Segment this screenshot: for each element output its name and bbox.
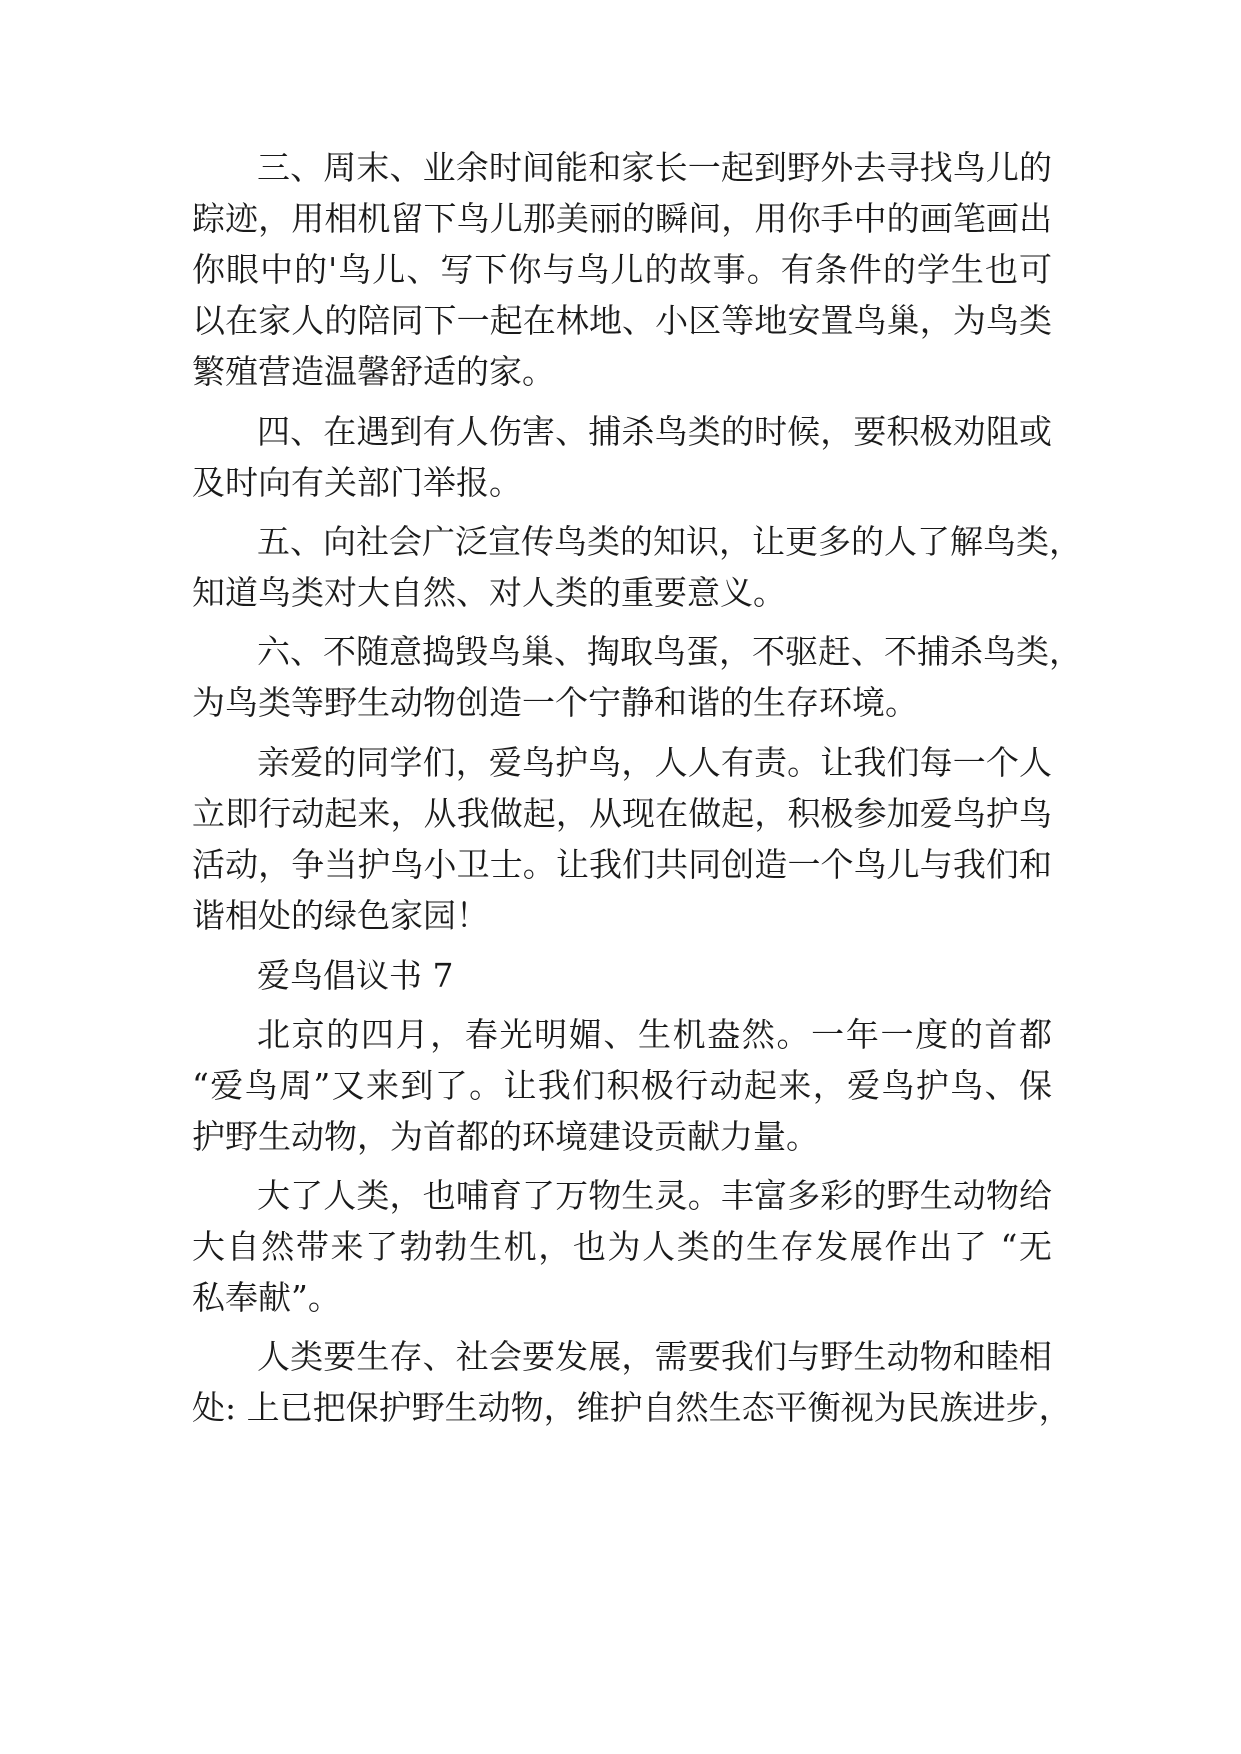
text-line: 为鸟类等野生动物创造一个宁静和谐的生存环境。 [192, 683, 918, 722]
text-line: 人类要生存、社会要发展，需要我们与野生动物和睦相 [257, 1337, 1052, 1376]
text-line: 护野生动物，为首都的环境建设贡献力量。 [192, 1117, 819, 1156]
text-line: 繁殖营造温馨舒适的家。 [192, 352, 555, 391]
text-line: 五、向社会广泛宣传鸟类的知识，让更多的人了解鸟类， [257, 522, 1082, 561]
text-line: 活动，争当护鸟小卫士。让我们共同创造一个鸟儿与我们和 [192, 845, 1052, 884]
text-line: 以在家人的陪同下一起在林地、小区等地安置鸟巢，为鸟类 [192, 301, 1052, 340]
text-line: 知道鸟类对大自然、对人类的重要意义。 [192, 573, 786, 612]
text-line: 六、不随意捣毁鸟巢、掏取鸟蛋，不驱赶、不捕杀鸟类， [257, 632, 1082, 671]
text-line: 大了人类，也哺育了万物生灵。丰富多彩的野生动物给 [257, 1176, 1052, 1215]
text-line: 立即行动起来，从我做起，从现在做起，积极参加爱鸟护鸟 [192, 794, 1052, 833]
text-line: “爱鸟周”又来到了。让我们积极行动起来，爱鸟护鸟、保 [192, 1066, 1052, 1105]
text-line: 谐相处的绿色家园！ [192, 896, 489, 935]
text-line: 私奉献”。 [192, 1278, 341, 1317]
text-line: 处: 上已把保护野生动物，维护自然生态平衡视为民族进步， [192, 1388, 1072, 1427]
section-title-text: 爱鸟倡议书 7 [257, 956, 454, 995]
text-line: 大自然带来了勃勃生机，也为人类的生存发展作出了 “无 [192, 1227, 1052, 1266]
text-line: 四、在遇到有人伤害、捕杀鸟类的时候，要积极劝阻或 [257, 412, 1052, 451]
text-line: 亲爱的同学们，爱鸟护鸟，人人有责。让我们每一个人 [257, 743, 1052, 782]
text-line: 三、周末、业余时间能和家长一起到野外去寻找鸟儿的 [257, 148, 1052, 187]
text-line: 你眼中的'鸟儿、写下你与鸟儿的故事。有条件的学生也可 [192, 250, 1052, 289]
text-line: 踪迹，用相机留下鸟儿那美丽的瞬间，用你手中的画笔画出 [192, 199, 1052, 238]
text-line: 北京的四月，春光明媚、生机盎然。一年一度的首都 [257, 1015, 1052, 1054]
text-line: 及时向有关部门举报。 [192, 463, 522, 502]
